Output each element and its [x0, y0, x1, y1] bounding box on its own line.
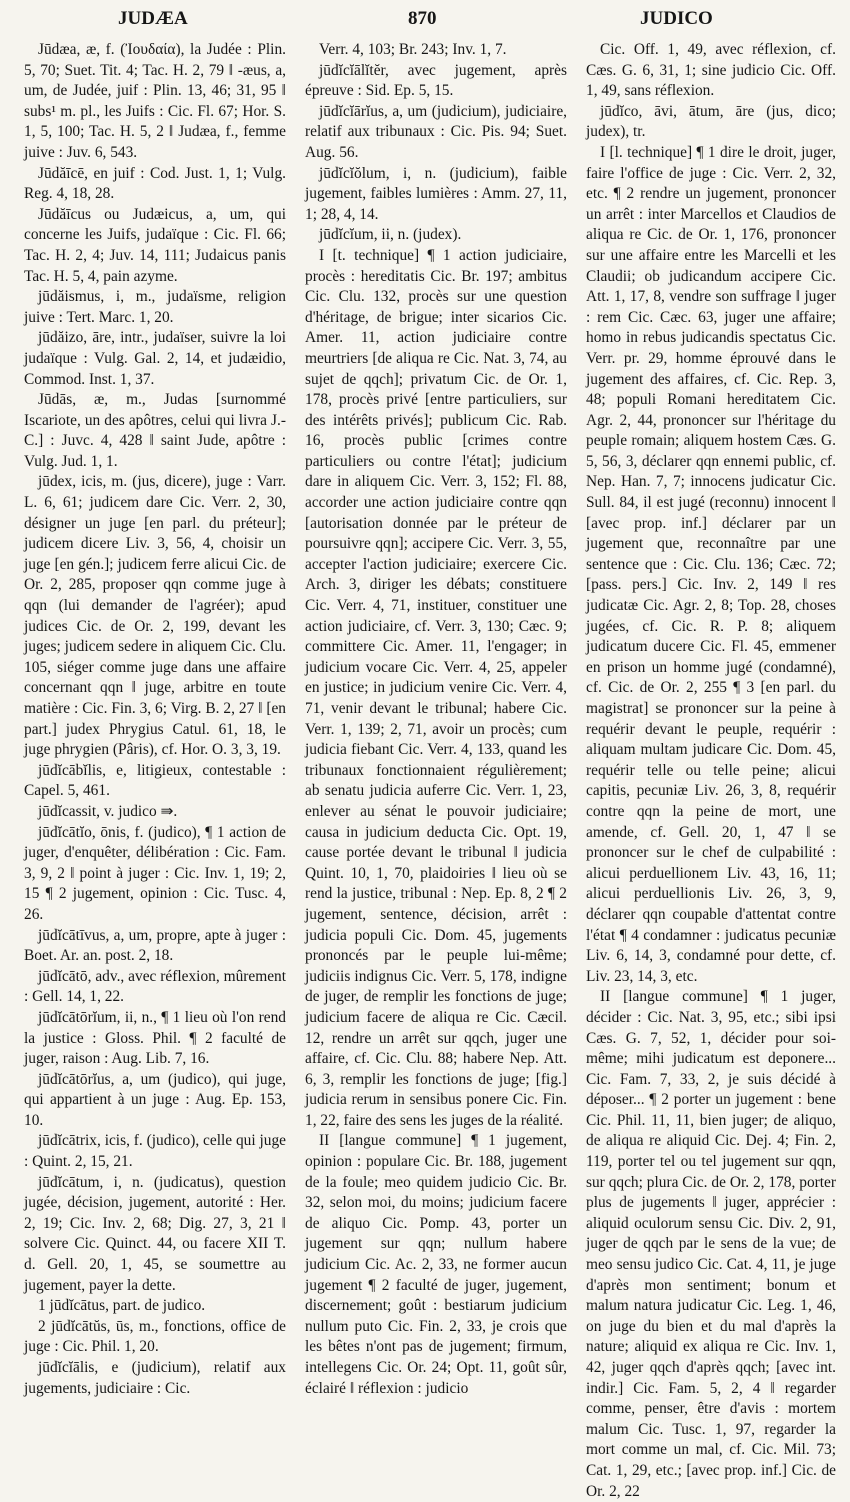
header-left-headword: JUDÆA	[118, 8, 188, 29]
entry-judicatus-1: 1 jūdĭcātus, part. de judico.	[38, 1297, 206, 1315]
entry-judicassit: jūdĭcassit, v. judico ⇛.	[38, 802, 178, 820]
entry-judicato: jūdĭcātō, adv., avec réflexion, mûrement : Gell. 14, 1, 22.	[24, 967, 286, 1006]
entry-judicatio: jūdĭcātĭo, ōnis, f. (judico), ¶ 1 action de juger, d'enquêter, délibération : Cic. Fam. 3, 9, 2 ‖ point à juger : Cic. Inv. 1, 19; 2, 15 ¶ 2 jugement, opinion : Cic. Tusc. 4, 26.	[24, 823, 286, 923]
entry-judicatorius: jūdĭcātōrĭus, a, um (judico), qui juge, qui appartient à un juge : Aug. Ep. 153, 10.	[24, 1070, 286, 1129]
entry-judico: jūdĭco, āvi, ātum, āre (jus, dico; judex), tr.	[586, 102, 836, 141]
entry-judaea: Jūdæa, æ, f. (Ἰουδαία), la Judée : Plin. 5, 70; Suet. Tit. 4; Tac. H. 2, 79 ‖ -æus, a, um, de Judée, juif : Plin. 13, 46; 31, 95 ‖ subs¹ m. pl., les Juifs : Cic. Fl. 67; Hor. S. 1, 5, 100; Tac. H. 5, 2 ‖ Judæa, f., femme juive : Juv. 6, 543.	[24, 41, 286, 161]
entry-judicium-cont: Cic. Off. 1, 49, avec réflexion, cf. Cæs. G. 6, 31, 1; sine judicio Cic. Off. 1, 49, sans réflexion.	[586, 41, 836, 100]
column-right	[586, 40, 836, 1500]
entry-judico-sense-2: II [langue commune] ¶ 1 juger, décider : Cic. Nat. 3, 95, etc.; sibi ipsi Cæs. G. 7, 52, 1, décider pour soi-même; mihi judicatum est deponere... Cic. Fam. 7, 33, 2, je suis décidé à déposer... ¶ 2 porter un jugement : bene Cic. Phil. 11, 11, bien juger; de aliquo, de aliqua re aliquid Cic. Dej. 4; Fin. 2, 119, porter tel ou tel jugement sur qqn, sur qqch; plura Cic. de Or. 2, 178, porter plus de jugements ‖ juger, apprécier : aliquid oculorum sensu Cic. Div. 2, 91, juger de qqch par le sens de la vue; de meo sensu judico Cic. Cat. 4, 11, je juge d'après mon sentiment; bonum et malum natura judicatur Cic. Leg. 1, 46, on juge du bien et du mal d'après la nature; aliquid ex aliqua re Cic. Inv. 1, 42, juger qqch d'après qqch; [avec int. indir.] Cic. Fam. 5, 2, 4 ‖ regarder comme, penser, être d'avis : mortem malum Cic. Tusc. 1, 97, regarder la mort comme un mal, cf. Cic. Mil. 73; Cat. 1, 29, etc.; [avec prop. inf.] Cic. de Or. 2, 22	[586, 988, 836, 1500]
running-header	[0, 0, 850, 40]
entry-judas: Jūdās, æ, m., Judas [surnommé Iscariote, un des apôtres, celui qui livra J.-C.] : Juvc. 4, 428 ‖ saint Jude, apôtre : Vulg. Jud. 1, 1.	[24, 391, 286, 470]
entry-judicialis: jūdĭcĭālis, e (judicium), relatif aux jugements, judiciaire : Cic.	[24, 1359, 286, 1397]
entry-judiciarius: jūdĭcĭārĭus, a, um (judicium), judiciaire, relatif aux tribunaux : Cic. Pis. 94; Suet. Aug. 56.	[305, 102, 567, 161]
entry-judaice: Jūdăīcē, en juif : Cod. Just. 1, 1; Vulg. Reg. 4, 18, 28.	[24, 164, 286, 203]
entry-judicialis-cont: Verr. 4, 103; Br. 243; Inv. 1, 7.	[319, 41, 507, 58]
entry-judicatum: jūdĭcātum, i, n. (judicatus), question jugée, décision, jugement, autorité : Her. 2, 19; Cic. Inv. 2, 68; Dig. 27, 3, 21 ‖ solvere Cic. Quinct. 44, ou facere XII T. d. Gell. 20, 1, 45, se soumettre au jugement, payer la dette.	[24, 1173, 286, 1294]
column-left	[24, 40, 286, 1397]
entry-judicium: jūdĭcĭum, ii, n. (judex).	[319, 226, 462, 244]
entry-judex: jūdex, icis, m. (jus, dicere), juge : Varr. L. 6, 61; judicem dare Cic. Verr. 2, 30, désigner un juge [en parl. du préteur]; judicem dicere Liv. 3, 56, 4, choisir un juge [en gén.]; judicem ferre alicui Cic. de Or. 2, 285, proposer qqn comme juge à qqn (lui demander de l'agréer); apud judices Cic. de Or. 2, 199, devant les juges; judicem sedere in aliquem Cic. Clu. 105, siéger comme juge dans une affaire concernant qqn ‖ juge, arbitre en toute matière : Cic. Fin. 3, 6; Virg. B. 2, 27 ‖ [en part.] judex Phrygius Catul. 61, 18, le juge phrygien (Pâris), cf. Hor. O. 3, 3, 19.	[24, 473, 286, 759]
header-right-headword: JUDICO	[640, 8, 713, 29]
page-number: 870	[408, 8, 437, 29]
column-middle	[305, 40, 567, 1397]
entry-judicialiter: jūdĭcĭālĭtĕr, avec jugement, après épreuve : Sid. Ep. 5, 15.	[305, 61, 567, 100]
entry-judaicus: Jūdăīcus ou Judæicus, a, um, qui concerne les Juifs, judaïque : Cic. Fl. 66; Tac. H. 2, 4; Juv. 14, 111; Judaicus panis Tac. H. 5, 4, pain azyme.	[24, 205, 286, 285]
entry-judaizo: jūdăizo, āre, intr., judaïser, suivre la loi judaïque : Vulg. Gal. 2, 14, et judæidio, Commod. Inst. 1, 37.	[24, 329, 286, 388]
entry-judico-sense-1: I [l. technique] ¶ 1 dire le droit, juger, faire l'office de juge : Cic. Verr. 2, 32, etc. ¶ 2 rendre un jugement, prononcer un arrêt : inter Marcellos et Claudios de aliqua re Cic. de Or. 1, 176, prononcer sur une affaire entre les Marcelli et les Claudii; ob judicandum accipere Cic. Att. 1, 17, 8, vendre son suffrage ‖ juger : rem Cic. Cæc. 63, juger une affaire; homo in rebus judicandis spectatus Cic. Verr. pr. 29, homme éprouvé dans le jugement des affaires, cf. Cic. Rep. 3, 48; populi Romani hereditatem Cic. Agr. 2, 44, prononcer sur l'héritage du peuple romain; aliquem hostem Cæs. G. 5, 56, 3, déclarer qqn ennemi public, cf. Nep. Han. 7, 7; innocens judicatur Cic. Sull. 84, il est jugé (reconnu) innocent ‖ [avec prop. inf.] déclarer par un jugement que, reconnaître par une sentence que : Cic. Clu. 136; Cæc. 72; [pass. pers.] Cic. Inv. 2, 149 ‖ res judicatæ Cic. Agr. 2, 8; Top. 28, choses jugées, cf. Cic. R. P. 8; aliquem judicatum ducere Cic. Fl. 45, emmener en prison un homme jugé (condamné), cf. Cic. de Or. 2, 255 ¶ 3 [en parl. du magistrat] se prononcer sur la peine à requérir devant le peuple, requérir : aliquam multam judicare Cic. Dom. 45, requérir telle ou telle peine; alicui capitis, pecuniæ Liv. 26, 3, 8, requérir contre qqn la peine de mort, une amende, cf. Gell. 20, 1, 47 ‖ se prononcer sur le chef de culpabilité : alicui perduellionem Liv. 43, 16, 11; alicui perduellionis Liv. 26, 3, 9, déclarer qqn coupable d'attentat contre l'état ¶ 4 condamner : judicatus pecuniæ Liv. 6, 14, 3, condamné pour dette, cf. Liv. 23, 14, 3, etc.	[586, 143, 836, 985]
entry-judicatrix: jūdĭcātrix, icis, f. (judico), celle qui juge : Quint. 2, 15, 21.	[24, 1132, 286, 1171]
entry-judicium-sense-2: II [langue commune] ¶ 1 jugement, opinion : populare Cic. Br. 188, jugement de la foule; meo quidem judicio Cic. Br. 32, selon moi, du moins; judicium facere de aliquo Cic. Pomp. 43, porter un jugement sur qqn; nullum habere judicium Cic. Ac. 2, 33, ne former aucun jugement ¶ 2 faculté de juger, jugement, discernement; goût : bestiarum judicium nullum puto Cic. Fin. 2, 33, je crois que les bêtes n'ont pas de jugement; firmum, intellegens Cic. Or. 24; Opt. 11, goût sûr, éclairé ‖ réflexion : judicio	[305, 1132, 567, 1397]
entry-judicatus-2: 2 jūdĭcātŭs, ūs, m., fonctions, office de juge : Cic. Phil. 1, 20.	[24, 1317, 286, 1356]
entry-judicatorium: jūdĭcātōrĭum, ii, n., ¶ 1 lieu où l'on rend la justice : Gloss. Phil. ¶ 2 faculté de juger, raison : Aug. Lib. 7, 16.	[24, 1008, 286, 1068]
entry-judicium-sense-1: I [t. technique] ¶ 1 action judiciaire, procès : hereditatis Cic. Br. 197; ambitus Cic. Clu. 132, procès sur une question d'héritage, de brigue; inter sicarios Cic. Amer. 11, action judiciaire contre meurtriers [de aliqua re Cic. Nat. 3, 74, au sujet de qqch]; privatum Cic. de Or. 1, 178, procès privé [entre particuliers, sur des intérêts privés]; publicum Cic. Rab. 16, procès public [crimes contre particuliers ou contre l'état]; judicium dare in aliquem Cic. Verr. 3, 152; Fl. 88, accorder une action judiciaire contre qqn [autorisation donnée par le préteur de poursuivre qqn]; accipere Cic. Verr. 3, 55, accepter l'action judiciaire; exercere Cic. Arch. 3, diriger les débats; constituere Cic. Verr. 4, 71, instituer, constituer une action judiciaire, cf. Verr. 3, 130; Cæc. 9; committere Cic. Amer. 11, l'engager; in judicium vocare Cic. Verr. 4, 25, appeler en justice; in judicium venire Cic. Verr. 4, 71, venir devant le tribunal; habere Cic. Verr. 1, 139; 2, 71, avoir un procès; cum judicia fiebant Cic. Verr. 4, 133, quand les tribunaux fonctionnaient régulièrement; ab senatu judicia auferre Cic. Verr. 1, 23, enlever au sénat le pouvoir judiciaire; causa in judicium deducta Cic. Opt. 19, cause portée devant le tribunal ‖ judicia Quint. 10, 1, 70, plaidoiries ‖ lieu où se rend la justice, tribunal : Nep. Ep. 8, 2 ¶ 2 jugement, sentence, décision, arrêt : judicia populi Cic. Dom. 45, jugements prononcés par le peuple lui-même; judiciis indignus Cic. Verr. 5, 178, indigne de juger, de remplir les fonctions de juge; judicium facere de aliqua re Cic. Cæcil. 12, rendre un arrêt sur qqch, juger une affaire, cf. Cic. Clu. 88; habere Nep. Att. 6, 3, remplir les fonctions de juge; [fig.] judicia rerum in sensibus ponere Cic. Fin. 1, 22, faire des sens les juges de la réalité.	[305, 246, 567, 1129]
entry-judaismus: jūdăismus, i, m., judaïsme, religion juive : Tert. Marc. 1, 20.	[24, 288, 286, 326]
entry-judiciolum: jūdĭcĭŏlum, i, n. (judicium), faible jugement, faibles lumières : Amm. 27, 11, 1; 28, 4, 14.	[305, 164, 567, 223]
entry-judicabilis: jūdĭcābĭlis, e, litigieux, contestable : Capel. 5, 461.	[24, 761, 286, 800]
entry-judicativus: jūdĭcātīvus, a, um, propre, apte à juger : Boet. Ar. an. post. 2, 18.	[24, 926, 286, 965]
